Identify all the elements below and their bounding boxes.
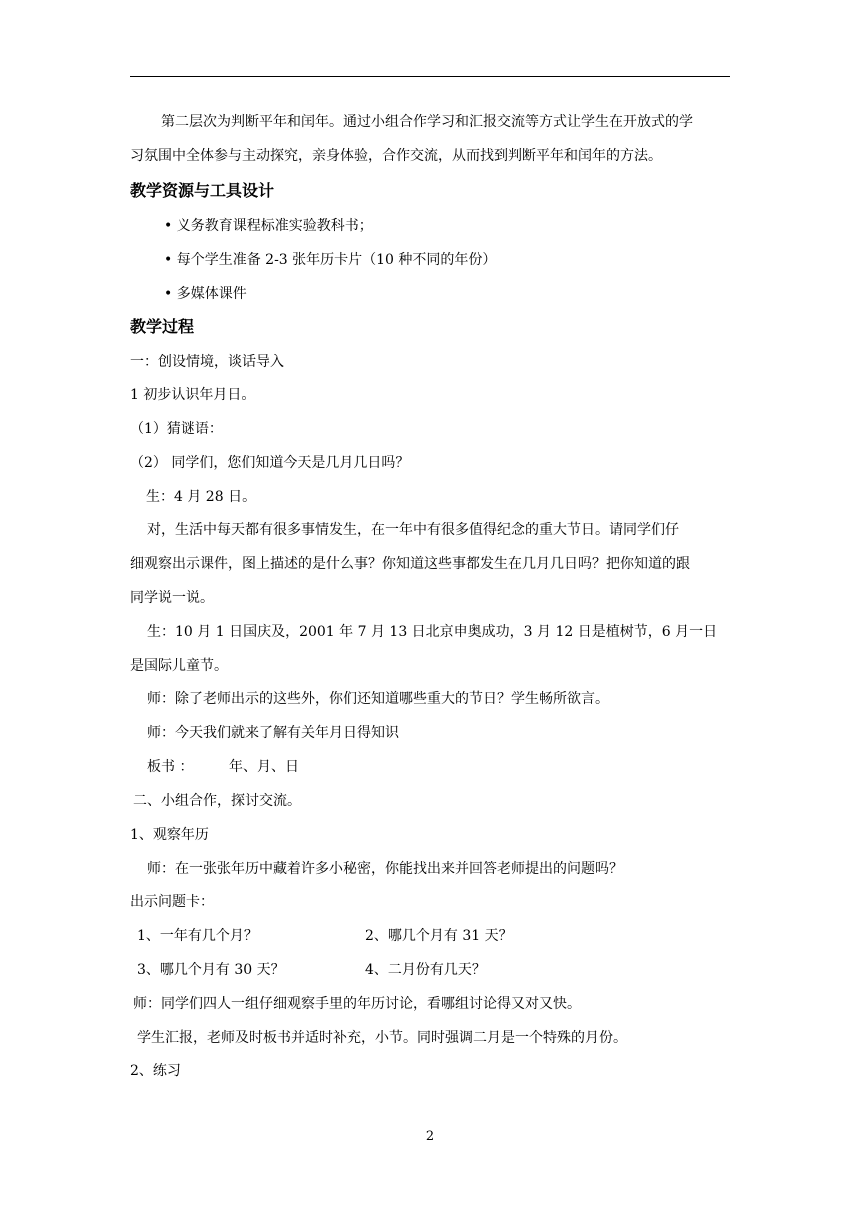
sub2-practice: 2、练习 — [130, 1063, 181, 1079]
process-heading: 教学过程 — [130, 317, 195, 336]
student-answer-festivals-line-2: 是国际儿童节。 — [130, 658, 228, 674]
question-cards-title: 出示问题卡： — [130, 894, 214, 910]
page-number: 2 — [425, 1129, 435, 1144]
sub1-observe-calendar: 1、观察年历 — [130, 827, 209, 843]
question-card-3: 3、哪几个月有 30 天？ — [137, 962, 285, 978]
question-card-4: 4、二月份有几天？ — [365, 962, 486, 978]
step1a-riddle: （1）猜谜语： — [130, 421, 223, 437]
resource-item-multimedia: • 多媒体课件 — [164, 286, 247, 302]
teacher-para-line-3: 同学说一说。 — [130, 590, 214, 606]
resources-heading: 教学资源与工具设计 — [130, 181, 275, 200]
teacher-para-line-2: 细观察出示课件，图上描述的是什么事？你知道这些事都发生在几月几日吗？把你知道的跟 — [130, 556, 690, 572]
step1: 1 初步认识年月日。 — [130, 387, 256, 403]
intro-para-line-1: 第二层次为判断平年和闰年。通过小组合作学习和汇报交流等方式让学生在开放式的学 — [161, 114, 693, 130]
question-card-2: 2、哪几个月有 31 天？ — [365, 928, 513, 944]
question-card-1: 1、一年有几个月？ — [137, 928, 258, 944]
teacher-para-line-1: 对，生活中每天都有很多事情发生，在一年中有很多值得纪念的重大节日。请同学们仔 — [147, 522, 679, 538]
teacher-question-festivals: 师：除了老师出示的这些外，你们还知道哪些重大的节日？学生畅所欲言。 — [147, 691, 609, 707]
resource-item-calendar-cards: • 每个学生准备 2-3 张年历卡片（10 种不同的年份） — [164, 252, 497, 268]
resource-item-textbook: • 义务教育课程标准实验教科书； — [164, 218, 373, 234]
header-rule — [130, 76, 730, 77]
student-report: 学生汇报，老师及时板书并适时补充，小节。同时强调二月是一个特殊的月份。 — [137, 1030, 627, 1046]
part2-title: 二、小组合作，探讨交流。 — [133, 793, 301, 809]
board-text: 年、月、日 — [229, 759, 299, 775]
student-answer-festivals-line-1: 生：10 月 1 日国庆及，2001 年 7 月 13 日北京申奥成功，3 月 12 日是植树节，6 月一日 — [147, 624, 718, 640]
teacher-intro-topic: 师：今天我们就来了解有关年月日得知识 — [147, 725, 399, 741]
teacher-group-instruction: 师：同学们四人一组仔细观察手里的年历讨论，看哪组讨论得又对又快。 — [133, 996, 581, 1012]
teacher-secrets-question: 师：在一张张年历中藏着许多小秘密，你能找出来并回答老师提出的问题吗？ — [147, 861, 623, 877]
step1b-question: （2） 同学们，您们知道今天是几月几日吗？ — [130, 455, 410, 471]
intro-para-line-2: 习氛围中全体参与主动探究，亲身体验，合作交流，从而找到判断平年和闰年的方法。 — [130, 148, 662, 164]
board-label: 板书 ： — [147, 759, 194, 775]
student-answer-date: 生：4 月 28 日。 — [146, 489, 257, 505]
part1-title: 一：创设情境，谈话导入 — [130, 354, 284, 370]
